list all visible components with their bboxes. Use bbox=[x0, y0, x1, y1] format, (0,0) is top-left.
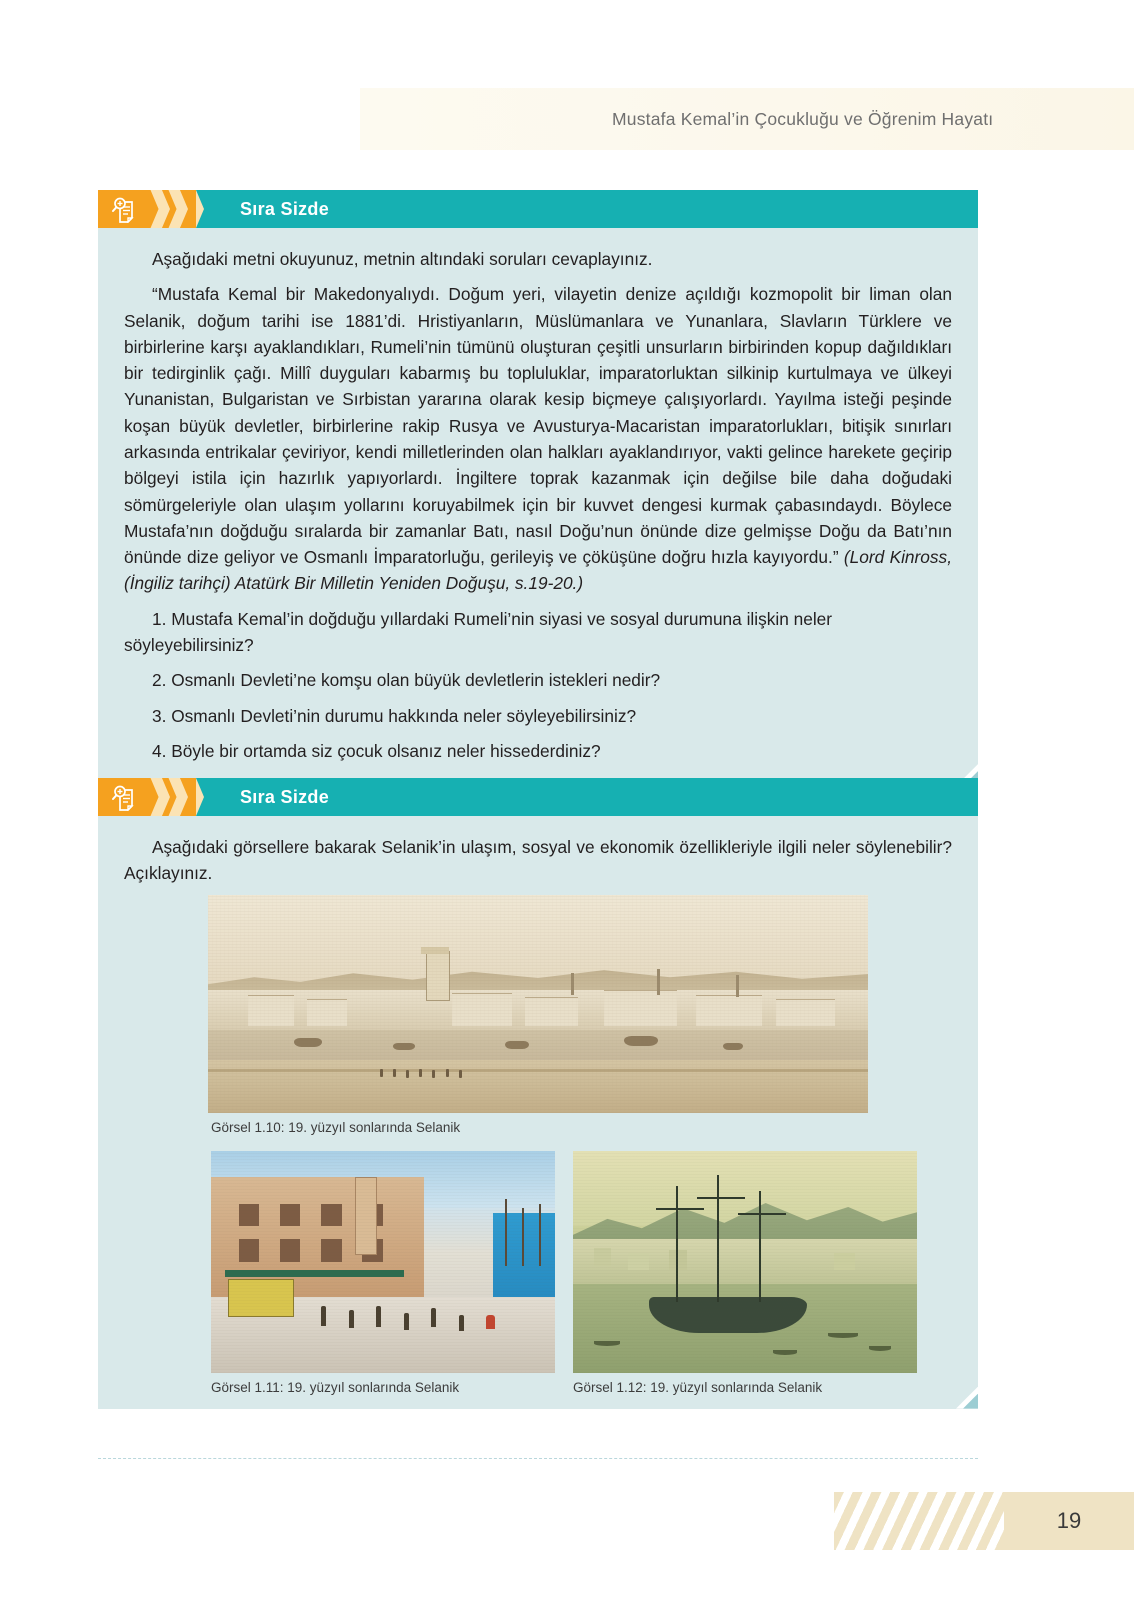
activity-1-quote bbox=[124, 281, 952, 596]
activity-2-panel bbox=[98, 816, 978, 1409]
activity-2-title: Sıra Sizde bbox=[240, 786, 330, 807]
gorsel-1-11-image bbox=[211, 1151, 555, 1373]
running-header bbox=[360, 88, 1134, 150]
chevron-decoration bbox=[150, 190, 196, 228]
activity-box-2 bbox=[98, 778, 978, 1409]
document-magnifier-icon bbox=[98, 778, 150, 816]
corner-fold-decoration bbox=[956, 1387, 978, 1409]
chevron-tail-decoration bbox=[196, 190, 222, 228]
document-magnifier-icon bbox=[98, 190, 150, 228]
activity-1-question-3: 3. Osmanlı Devleti’nin durumu hakkında neler söyleyebilirsiniz? bbox=[152, 705, 637, 726]
image-grain-texture bbox=[573, 1151, 917, 1373]
page-number-area bbox=[834, 1492, 1134, 1550]
quote-citation: (Lord Kinross, (İngiliz tarihçi) Atatürk Bir Milletin Yeniden Doğuşu, s.19-20.) bbox=[124, 547, 952, 594]
gorsel-1-10-caption: Görsel 1.10: 19. yüzyıl sonlarında Selanik bbox=[211, 1119, 461, 1135]
activity-1-question-2: 2. Osmanlı Devleti’ne komşu olan büyük devletlerin istekleri nedir? bbox=[152, 670, 661, 691]
activity-2-banner bbox=[98, 778, 978, 816]
activity-1-title: Sıra Sizde bbox=[240, 198, 330, 219]
gorsel-1-12-cell bbox=[573, 1151, 917, 1395]
gorsel-1-11-cell bbox=[211, 1151, 555, 1395]
chevron-tail-decoration bbox=[196, 778, 222, 816]
footer-divider bbox=[98, 1458, 978, 1459]
activity-1-question-1: 1. Mustafa Kemal’in doğduğu yıllardaki Rumeli’nin siyasi ve sosyal durumuna ilişkin neler söyleyebilirsiniz? bbox=[124, 608, 833, 655]
gorsel-1-12-image bbox=[573, 1151, 917, 1373]
activity-1-title-bar bbox=[222, 190, 978, 228]
image-grain-texture bbox=[211, 1151, 555, 1373]
figure-row bbox=[211, 1151, 917, 1395]
gorsel-1-11-caption: Görsel 1.11: 19. yüzyıl sonlarında Selanik bbox=[211, 1379, 460, 1395]
activity-2-title-bar bbox=[222, 778, 978, 816]
chevron-decoration bbox=[150, 778, 196, 816]
activity-2-intro: Aşağıdaki görsellere bakarak Selanik’in ulaşım, sosyal ve ekonomik özellikleriyle ilgili neler söylenebilir? Açıklayınız. bbox=[124, 837, 952, 884]
chapter-title: Mustafa Kemal’in Çocukluğu ve Öğrenim Hayatı bbox=[612, 108, 994, 129]
activity-1-panel bbox=[98, 228, 978, 786]
page-number: 19 bbox=[1056, 1508, 1082, 1533]
activity-1-banner bbox=[98, 190, 978, 228]
stripe-decoration bbox=[834, 1492, 1014, 1550]
gorsel-1-10-image bbox=[208, 895, 868, 1113]
image-grain-texture bbox=[208, 895, 868, 1113]
quote-text: “Mustafa Kemal bir Makedonyalıydı. Doğum yeri, vilayetin denize açıldığı kozmopolit bir liman olan Selanik, doğum tarihi ise 1881’di. Hristiyanların, Müslümanlara ve Yunanlara, Slavların Türklere ve birbirlerine karşı ayaklandıkları, Rumeli’nin tümünü oluşturan çeşitli unsurların birbirinden kopup dağıldıkları bir tedirginlik çağı. Millî duyguları kabarmış bu topluluklar, imparatorluktan silkinip kurtulmaya ve ülkeyi Yunanistan, Bulgaristan ve Sırbistan yararına olarak kesip biçmeye çalışıyorlardı. Yayılma isteği peşinde koşan büyük devletler, birbirlerine rakip Rusya ve Avusturya-Macaristan imparatorlukları, bitişik sınırları arkasında entrikalar çeviriyor, kendi milletlerinden olan halkları ayaklandırıyor, vakti gelince harekete geçirip bölgeyi istila için hazırlık yapıyorlardı. İngiltere toprak kazanmak için değilse bile daha doğudaki sömürgeleriyle olan ulaşım yollarını koruyabilmek için bir kuvvet dengesi kurmak çabasındaydı. Böylece Mustafa’nın doğduğu sıralarda bir zamanlar Batı, nasıl Doğu’nun önünde dize gelmişse Doğu da Batı’nın önünde dize geliyor ve Osmanlı İmparatorluğu, gerileyiş ve çöküşüne doğru hızla kayıyordu.” bbox=[124, 284, 952, 568]
page-number-block bbox=[1004, 1492, 1134, 1550]
activity-1-intro: Aşağıdaki metni okuyunuz, metnin altındaki soruları cevaplayınız. bbox=[152, 249, 653, 269]
activity-1-question-4: 4. Böyle bir ortamda siz çocuk olsanız neler hissederdiniz? bbox=[152, 740, 601, 761]
gorsel-1-12-caption: Görsel 1.12: 19. yüzyıl sonlarında Selanik bbox=[573, 1379, 823, 1395]
activity-box-1 bbox=[98, 190, 978, 786]
